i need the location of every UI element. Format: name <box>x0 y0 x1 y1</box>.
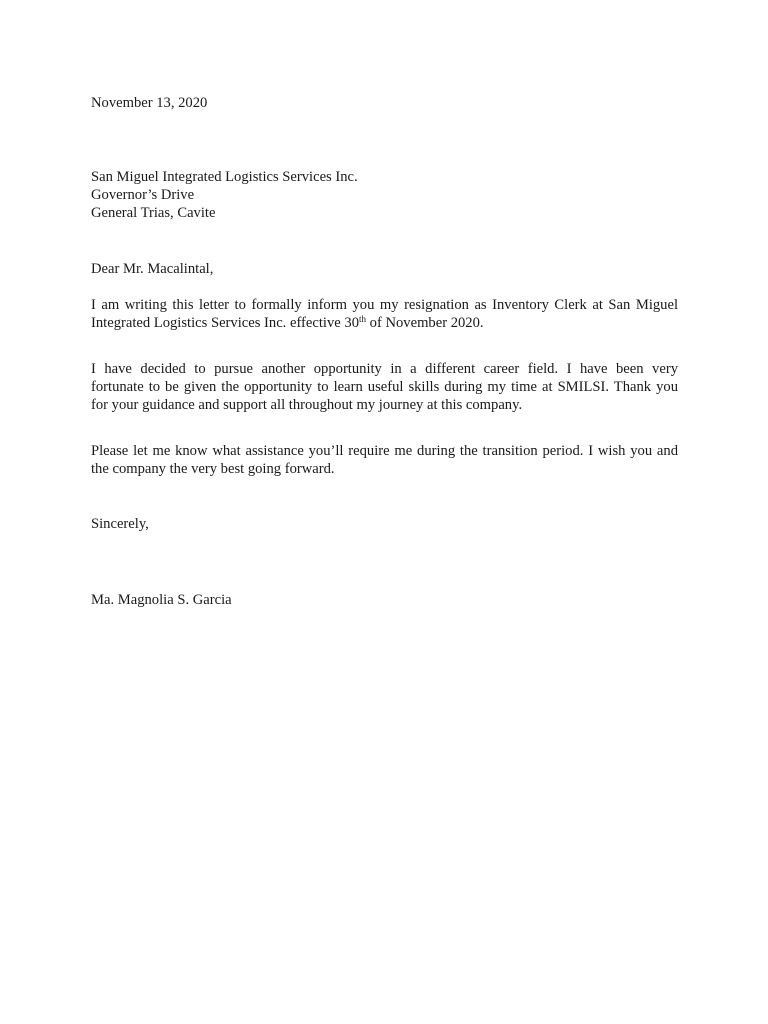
paragraph-reason-line-2: fortunate to be given the opportunity to learn useful skills during my time at SMILSI. Thank you <box>91 379 678 395</box>
recipient-street: Governor’s Drive <box>91 187 195 203</box>
paragraph-resignation <box>91 296 678 332</box>
paragraph-reason <box>91 360 678 414</box>
recipient-company: San Miguel Integrated Logistics Services Inc. <box>91 169 358 185</box>
salutation: Dear Mr. Macalintal, <box>91 261 214 277</box>
effective-date-text: Integrated Logistics Services Inc. effective 30 <box>91 315 359 331</box>
paragraph-transition-line-1: Please let me know what assistance you’ll require me during the transition period. I wish you and <box>91 443 678 459</box>
closing: Sincerely, <box>91 516 149 532</box>
paragraph-reason-line-3: for your guidance and support all throughout my journey at this company. <box>91 397 523 413</box>
paragraph-resignation-line-1: I am writing this letter to formally inform you my resignation as Inventory Clerk at San Miguel <box>91 297 678 313</box>
paragraph-transition <box>91 442 678 478</box>
paragraph-reason-line-1: I have decided to pursue another opportunity in a different career field. I have been very <box>91 361 678 377</box>
paragraph-transition-line-2: the company the very best going forward. <box>91 461 335 477</box>
signature-name: Ma. Magnolia S. Garcia <box>91 592 232 608</box>
letter-date: November 13, 2020 <box>91 95 208 111</box>
recipient-city: General Trias, Cavite <box>91 205 216 221</box>
paragraph-resignation-line-2 <box>91 314 678 332</box>
ordinal-suffix: th <box>359 314 367 324</box>
effective-month-text: of November 2020. <box>366 315 484 331</box>
